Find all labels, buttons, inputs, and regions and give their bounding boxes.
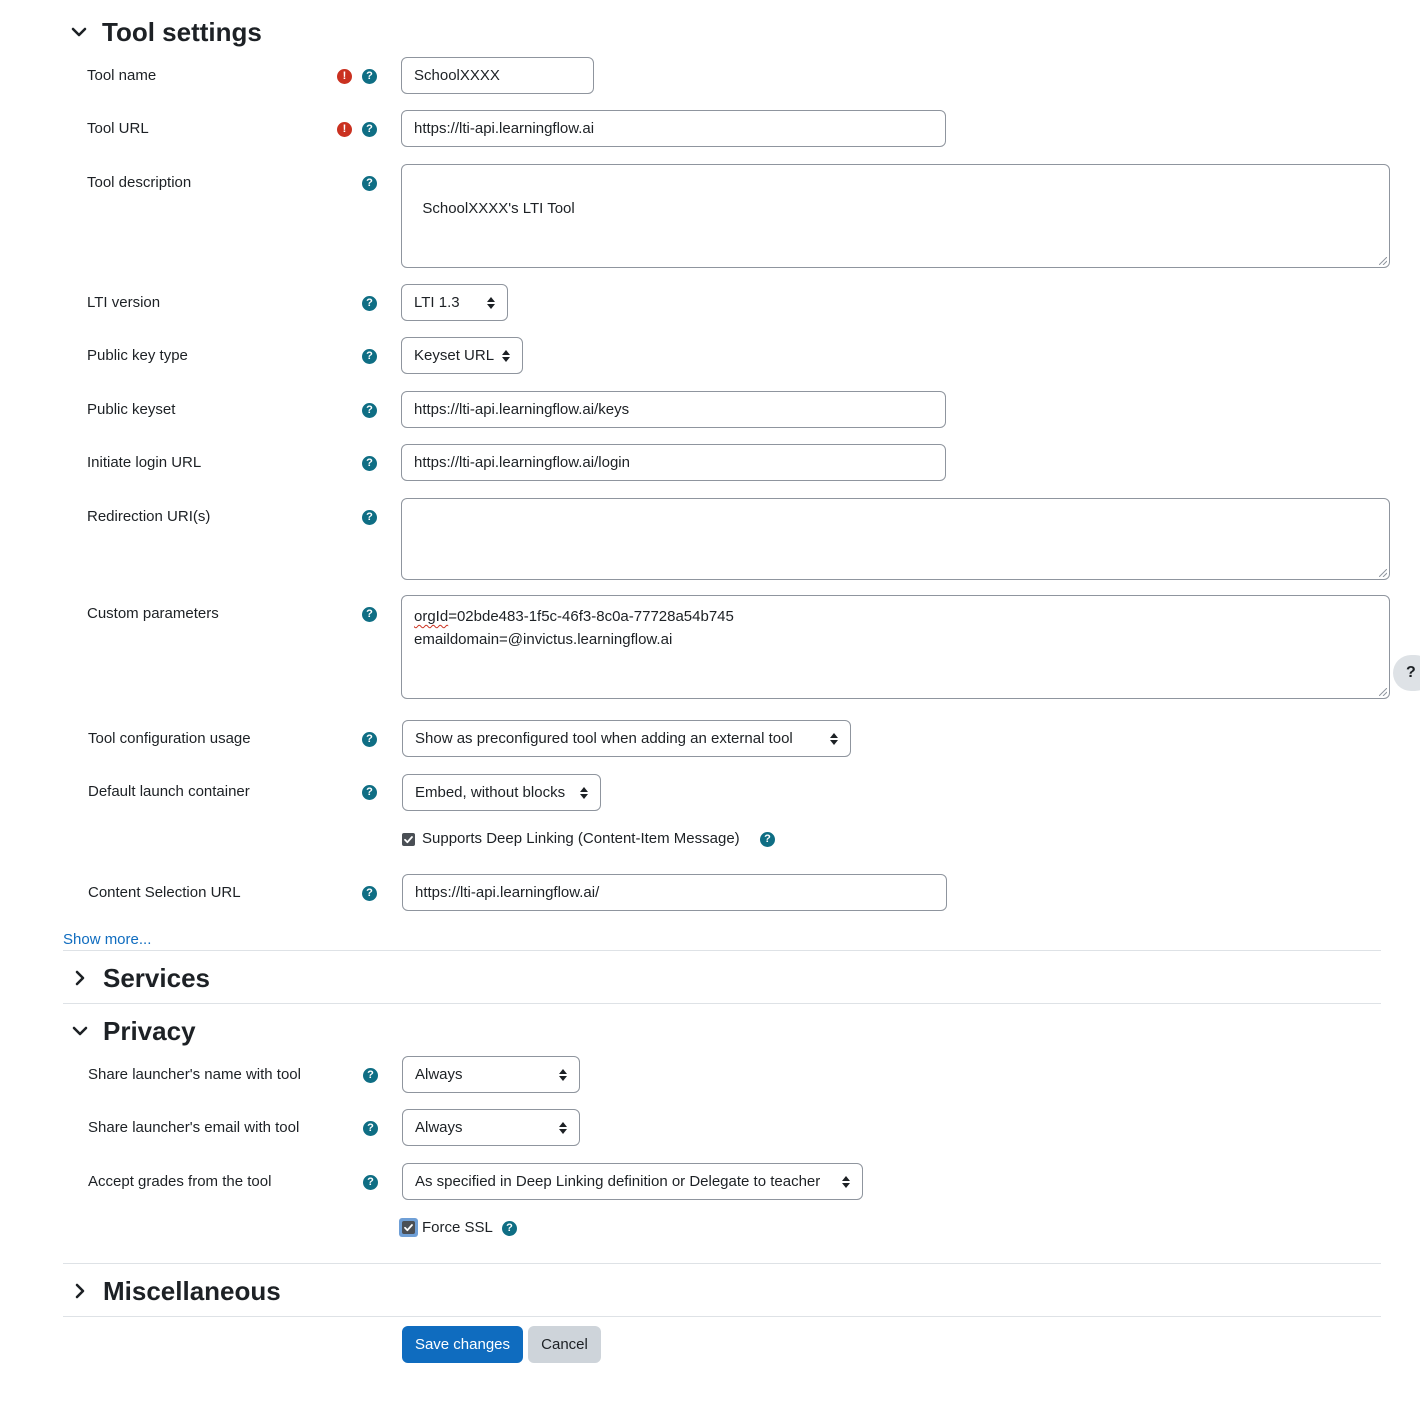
initiate-login-url-label: Initiate login URL xyxy=(87,454,202,471)
redirection-uris-textarea[interactable] xyxy=(401,498,1390,580)
help-icon[interactable]: ? xyxy=(362,403,377,418)
default-launch-container-value: Embed, without blocks xyxy=(415,784,566,801)
chevron-down-icon[interactable] xyxy=(69,22,89,42)
share-name-label: Share launcher's name with tool xyxy=(88,1066,301,1083)
force-ssl-label[interactable]: Force SSL xyxy=(422,1219,493,1236)
required-icon: ! xyxy=(337,69,352,84)
floating-help-button[interactable]: ? xyxy=(1393,655,1420,691)
help-icon[interactable]: ? xyxy=(362,69,377,84)
lti-version-select[interactable] xyxy=(401,284,508,321)
help-icon[interactable]: ? xyxy=(362,732,377,747)
initiate-login-url-input[interactable]: https://lti-api.learningflow.ai/login xyxy=(401,444,946,481)
select-arrows-icon xyxy=(580,787,588,799)
accept-grades-label: Accept grades from the tool xyxy=(88,1173,272,1190)
supports-deep-linking-label[interactable]: Supports Deep Linking (Content-Item Message) xyxy=(422,830,740,847)
lti-version-label: LTI version xyxy=(87,294,161,311)
chevron-right-icon[interactable] xyxy=(70,1281,90,1301)
spellcheck-word: orgId xyxy=(414,608,449,625)
help-icon[interactable]: ? xyxy=(362,296,377,311)
select-arrows-icon xyxy=(830,733,838,745)
section-title-tool-settings[interactable]: Tool settings xyxy=(102,17,262,47)
help-icon[interactable]: ? xyxy=(362,349,377,364)
default-launch-container-label: Default launch container xyxy=(88,783,250,800)
resize-handle-icon[interactable] xyxy=(1379,688,1387,696)
share-email-value: Always xyxy=(415,1119,463,1136)
help-icon[interactable]: ? xyxy=(362,122,377,137)
accept-grades-select[interactable] xyxy=(402,1163,863,1200)
custom-parameters-label: Custom parameters xyxy=(87,605,219,622)
help-icon[interactable]: ? xyxy=(760,832,775,847)
resize-handle-icon[interactable] xyxy=(1379,257,1387,265)
supports-deep-linking-checkbox[interactable] xyxy=(402,833,415,846)
chevron-right-icon[interactable] xyxy=(70,968,90,988)
custom-parameters-line-2: emaildomain=@invictus.learningflow.ai xyxy=(414,631,673,648)
tool-name-input[interactable]: SchoolXXXX xyxy=(401,57,594,94)
custom-parameters-line-1 xyxy=(414,605,1377,628)
share-name-select[interactable] xyxy=(402,1056,580,1093)
accept-grades-value: As specified in Deep Linking definition or Delegate to teacher xyxy=(415,1173,821,1190)
tool-configuration-usage-label: Tool configuration usage xyxy=(88,730,251,747)
resize-handle-icon[interactable] xyxy=(1379,569,1387,577)
section-divider xyxy=(63,1263,1381,1264)
select-arrows-icon xyxy=(487,297,495,309)
save-changes-button[interactable]: Save changes xyxy=(402,1326,523,1363)
select-arrows-icon xyxy=(559,1122,567,1134)
tool-description-value: SchoolXXXX's LTI Tool xyxy=(422,200,575,217)
help-icon[interactable]: ? xyxy=(363,1175,378,1190)
tool-configuration-usage-select[interactable] xyxy=(402,720,851,757)
content-selection-url-label: Content Selection URL xyxy=(88,884,241,901)
help-icon[interactable]: ? xyxy=(362,886,377,901)
section-title-services[interactable]: Services xyxy=(103,963,210,993)
custom-parameters-line-1-value: =02bde483-1f5c-46f3-8c0a-77728a54b745 xyxy=(448,608,734,625)
tool-configuration-usage-value: Show as preconfigured tool when adding an external tool xyxy=(415,730,793,747)
select-arrows-icon xyxy=(502,350,510,362)
tool-name-label: Tool name xyxy=(87,67,157,84)
public-keyset-label: Public keyset xyxy=(87,401,176,418)
force-ssl-checkbox[interactable] xyxy=(402,1221,415,1234)
cancel-button[interactable]: Cancel xyxy=(528,1326,601,1363)
tool-description-textarea[interactable] xyxy=(401,164,1390,268)
section-divider xyxy=(63,1316,1381,1317)
section-title-miscellaneous[interactable]: Miscellaneous xyxy=(103,1276,281,1306)
public-key-type-value: Keyset URL xyxy=(414,347,495,364)
select-arrows-icon xyxy=(559,1069,567,1081)
section-divider xyxy=(63,950,1381,951)
help-icon[interactable]: ? xyxy=(362,456,377,471)
help-icon[interactable]: ? xyxy=(362,607,377,622)
lti-version-value: LTI 1.3 xyxy=(414,294,460,311)
chevron-down-icon[interactable] xyxy=(70,1021,90,1041)
tool-url-label: Tool URL xyxy=(87,120,149,137)
required-icon: ! xyxy=(337,122,352,137)
share-email-select[interactable] xyxy=(402,1109,580,1146)
default-launch-container-select[interactable] xyxy=(402,774,601,811)
select-arrows-icon xyxy=(842,1176,850,1188)
help-icon[interactable]: ? xyxy=(362,176,377,191)
share-email-label: Share launcher's email with tool xyxy=(88,1119,300,1136)
help-icon[interactable]: ? xyxy=(363,1121,378,1136)
public-key-type-label: Public key type xyxy=(87,347,188,364)
tool-description-label: Tool description xyxy=(87,174,192,191)
help-icon[interactable]: ? xyxy=(362,510,377,525)
help-icon[interactable]: ? xyxy=(363,1068,378,1083)
content-selection-url-input[interactable]: https://lti-api.learningflow.ai/ xyxy=(402,874,947,911)
show-more-link[interactable]: Show more... xyxy=(63,931,152,948)
section-title-privacy[interactable]: Privacy xyxy=(103,1016,196,1046)
help-icon[interactable]: ? xyxy=(362,785,377,800)
help-icon[interactable]: ? xyxy=(502,1221,517,1236)
tool-url-input[interactable]: https://lti-api.learningflow.ai xyxy=(401,110,946,147)
public-key-type-select[interactable] xyxy=(401,337,523,374)
custom-parameters-textarea[interactable] xyxy=(401,595,1390,699)
public-keyset-input[interactable]: https://lti-api.learningflow.ai/keys xyxy=(401,391,946,428)
redirection-uris-label: Redirection URI(s) xyxy=(87,508,211,525)
share-name-value: Always xyxy=(415,1066,463,1083)
section-divider xyxy=(63,1003,1381,1004)
